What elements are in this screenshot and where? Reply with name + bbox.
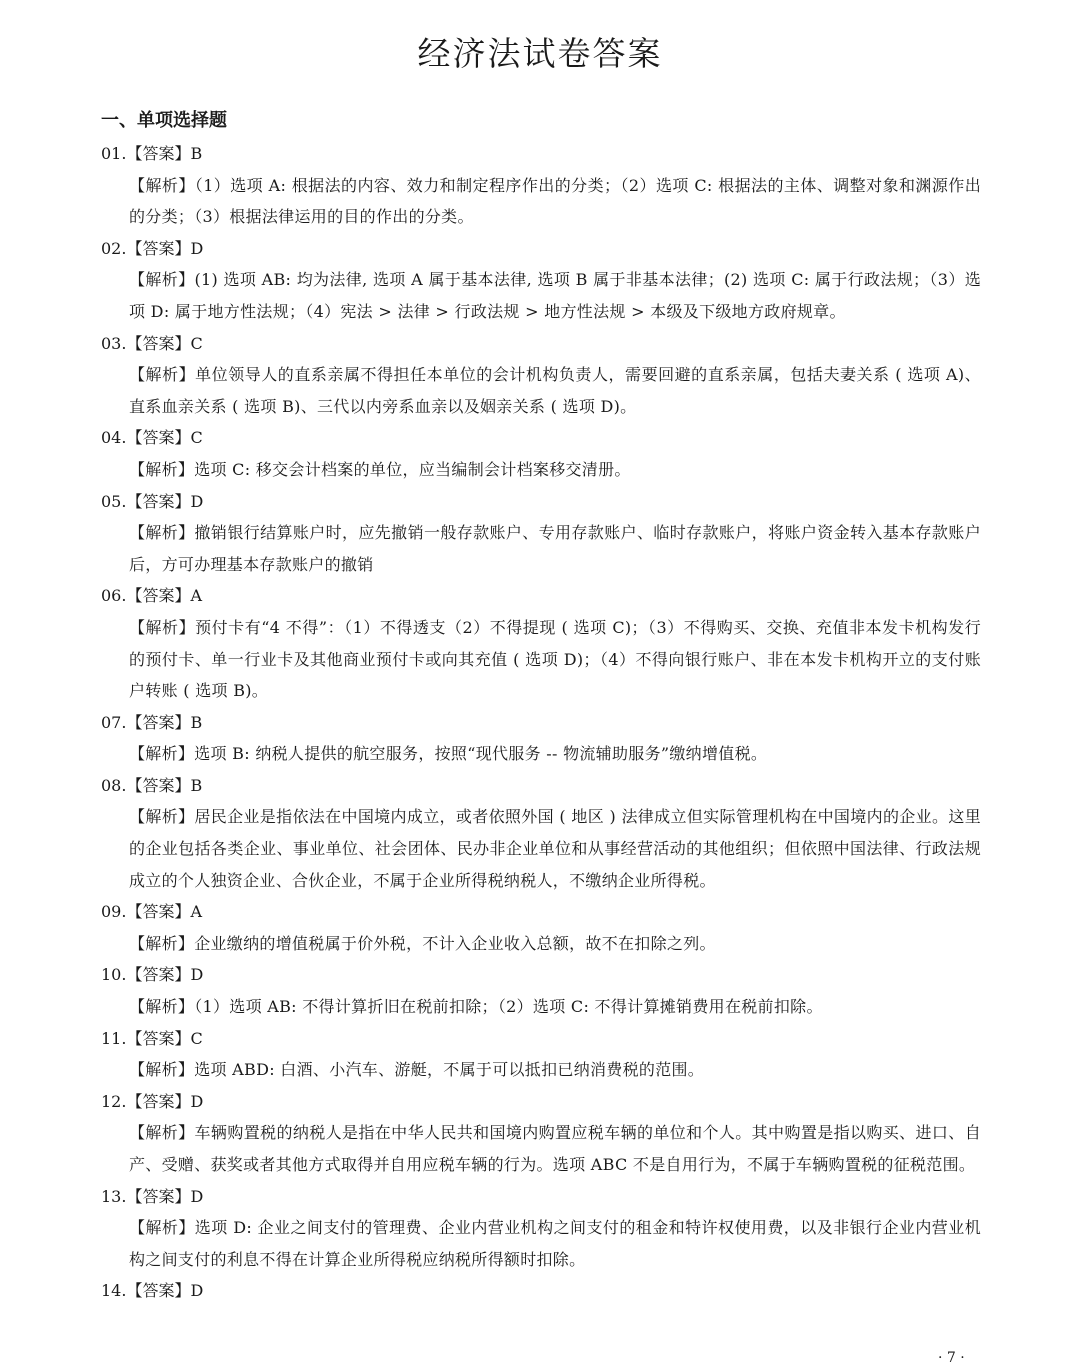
analysis-text: 【解析】选项 D: 企业之间支付的管理费、企业内营业机构之间支付的租金和特许权使用费，以及非银行企业内营业机构之间支付的利息不得在计算企业所得税应纳税所得额时扣除。 <box>129 1218 981 1269</box>
answer-value: 【答案】B <box>126 775 203 795</box>
answer-value: 【答案】D <box>126 238 204 258</box>
answer-line <box>101 896 981 928</box>
question-number: 11. <box>101 1028 127 1048</box>
question-number: 01. <box>101 144 127 163</box>
answer-item <box>101 1023 981 1086</box>
analysis-text: 【解析】（1）选项 AB: 不得计算折旧在税前扣除；（2）选项 C: 不得计算摊销费用在税前扣除。 <box>129 997 823 1017</box>
question-number: 12. <box>101 1091 127 1111</box>
answer-line <box>101 422 981 454</box>
analysis-text: 【解析】车辆购置税的纳税人是指在中华人民共和国境内购置应税车辆的单位和个人。其中购置是指以购买、进口、自产、受赠、获奖或者其他方式取得并自用应税车辆的行为。选项 ABC 不是自用行为，不属于车辆购置税的征税范围。 <box>129 1123 981 1174</box>
answer-line <box>101 580 981 612</box>
answer-line <box>101 707 981 739</box>
analysis-text: 【解析】选项 B: 纳税人提供的航空服务，按照“现代服务 -- 物流辅助服务”缴纳增值税。 <box>129 744 768 764</box>
answer-value: 【答案】A <box>126 902 203 922</box>
analysis-text: 【解析】企业缴纳的增值税属于价外税，不计入企业收入总额，故不在扣除之列。 <box>129 933 716 953</box>
question-number: 08. <box>101 775 127 795</box>
question-number: 09. <box>101 902 127 922</box>
question-number: 02. <box>101 238 127 258</box>
answer-value: 【答案】B <box>126 712 203 732</box>
answer-item <box>101 138 981 233</box>
answer-item <box>101 959 981 1022</box>
answer-line <box>101 770 981 802</box>
question-number: 07. <box>101 712 127 732</box>
question-number: 04. <box>101 428 127 448</box>
question-number: 06. <box>101 586 127 606</box>
answer-item <box>101 896 981 959</box>
answer-item <box>101 486 981 581</box>
answer-line <box>101 1023 981 1055</box>
answer-value: 【答案】B <box>126 144 203 163</box>
answer-value: 【答案】D <box>126 1186 204 1206</box>
answer-value: 【答案】C <box>126 1028 203 1048</box>
analysis-text: 【解析】选项 C: 移交会计档案的单位，应当编制会计档案移交清册。 <box>129 459 631 479</box>
answer-line <box>101 1181 981 1213</box>
answer-line <box>101 233 981 265</box>
question-number: 10. <box>101 965 127 985</box>
analysis-text: 【解析】选项 ABD: 白酒、小汽车、游艇，不属于可以抵扣已纳消费税的范围。 <box>129 1060 705 1080</box>
answer-value: 【答案】D <box>126 491 204 511</box>
answer-list <box>101 138 981 1307</box>
answer-value: 【答案】C <box>126 428 203 448</box>
answer-line <box>101 959 981 991</box>
answer-line <box>101 328 981 360</box>
answer-line <box>101 486 981 518</box>
answer-value: 【答案】D <box>126 1091 204 1111</box>
answer-item <box>101 770 981 896</box>
answer-value: 【答案】A <box>126 586 203 606</box>
analysis-text: 【解析】单位领导人的直系亲属不得担任本单位的会计机构负责人，需要回避的直系亲属，包括夫妻关系 ( 选项 A)、直系血亲关系 ( 选项 B)、三代以内旁系血亲以及姻亲关系 ( 选项 D)。 <box>129 365 981 416</box>
answer-item <box>101 1181 981 1276</box>
answer-item <box>101 707 981 770</box>
analysis-text: 【解析】(1) 选项 AB: 均为法律, 选项 A 属于基本法律, 选项 B 属于非基本法律；(2) 选项 C: 属于行政法规；（3）选项 D: 属于地方性法规；（4）宪法 > 法律 > 行政法规 > 地方性法规 > 本级及下级地方政府规章。 <box>129 270 981 321</box>
analysis-text: 【解析】撤销银行结算账户时，应先撤销一般存款账户、专用存款账户、临时存款账户，将账户资金转入基本存款账户后，方可办理基本存款账户的撤销 <box>129 523 981 574</box>
question-number: 05. <box>101 491 127 511</box>
answer-line <box>101 138 981 170</box>
answer-item <box>101 580 981 706</box>
question-number: 03. <box>101 333 127 353</box>
answer-item <box>101 1086 981 1181</box>
answer-value: 【答案】D <box>126 965 204 985</box>
analysis-text: 【解析】预付卡有“4 不得”：（1）不得透支（2）不得提现 ( 选项 C)；（3）不得购买、交换、充值非本发卡机构发行的预付卡、单一行业卡及其他商业预付卡或向其充值 ( 选项 D)；（4）不得向银行账户、非在本发卡机构开立的支付账户转账 ( 选项 B)。 <box>129 617 981 701</box>
section-heading: 一、单项选择题 <box>101 110 227 131</box>
question-number: 13. <box>101 1186 127 1206</box>
answer-item <box>101 1275 981 1307</box>
answer-value: 【答案】C <box>126 333 203 353</box>
answer-value: 【答案】D <box>126 1281 204 1301</box>
analysis-text: 【解析】（1）选项 A: 根据法的内容、效力和制定程序作出的分类；（2）选项 C: 根据法的主体、调整对象和渊源作出的分类；（3）根据法律运用的目的作出的分类。 <box>129 175 981 227</box>
answer-item <box>101 233 981 328</box>
page-number: · 7 · <box>938 1350 965 1366</box>
analysis-text: 【解析】居民企业是指依法在中国境内成立，或者依照外国 ( 地区 ) 法律成立但实际管理机构在中国境内的企业。这里的企业包括各类企业、事业单位、社会团体、民办非企业单位和从事经营活动的其他组织；但依照中国法律、行政法规成立的个人独资企业、合伙企业，不属于企业所得税纳税人，不缴纳企业所得税。 <box>129 807 981 890</box>
answer-item <box>101 328 981 423</box>
answer-line <box>101 1275 981 1307</box>
answer-item <box>101 422 981 485</box>
question-number: 14. <box>101 1281 127 1301</box>
answer-line <box>101 1086 981 1118</box>
document-title: 经济法试卷答案 <box>417 34 663 73</box>
